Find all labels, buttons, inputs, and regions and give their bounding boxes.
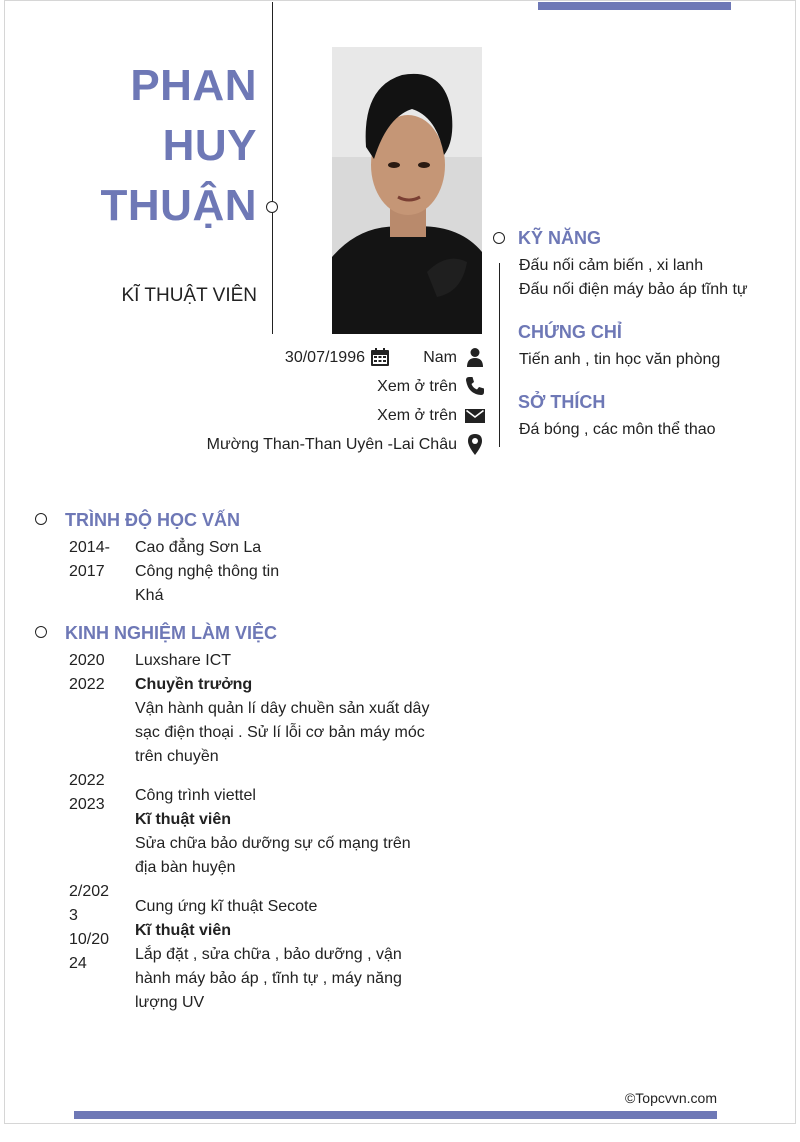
- job-role: Kĩ thuật viên: [135, 922, 232, 939]
- job-description: Sửa chữa bảo dưỡng sự cố mạng trên địa bàn huyện: [135, 835, 411, 876]
- date-line: 2022: [69, 772, 105, 789]
- date-line: 2023: [69, 796, 105, 813]
- skill-item: Đấu nối điện máy bảo áp tĩnh tự: [519, 281, 748, 298]
- job-entry: [135, 649, 435, 769]
- job-description: Lắp đặt , sửa chữa , bảo dưỡng , vận hành máy bảo áp , tĩnh tự , máy năng lượng UV: [135, 946, 402, 1011]
- certificates-text: Tiến anh , tin học văn phòng: [519, 351, 721, 368]
- date-line: 3: [69, 907, 78, 924]
- birthdate-text: 30/07/1996: [284, 349, 365, 366]
- job-company: Luxshare ICT: [135, 652, 232, 669]
- date-line: 2022: [69, 676, 105, 693]
- phone-icon: [465, 376, 485, 396]
- skills-marker-circle: [493, 232, 505, 244]
- education-heading: TRÌNH ĐỘ HỌC VẤN: [65, 510, 240, 530]
- email-text: Xem ở trên: [377, 407, 457, 424]
- job-company: Cung ứng kĩ thuật Secote: [135, 898, 318, 915]
- email-icon: [465, 406, 485, 426]
- job-entry: [135, 895, 435, 1015]
- name-marker-circle: [266, 201, 278, 213]
- gender-text: Nam: [423, 349, 457, 366]
- right-column-divider: [499, 263, 500, 447]
- education-marker-circle: [35, 513, 47, 525]
- location-icon: [465, 434, 485, 454]
- calendar-icon: [370, 347, 390, 367]
- education-grade: Khá: [135, 587, 164, 604]
- name-line-2: HUY: [162, 121, 257, 170]
- job-description: Vận hành quản lí dây chuền sản xuất dây sạc điện thoại . Sử lí lỗi cơ bản máy móc trên chuyền: [135, 700, 430, 765]
- name-line-3: THUẬN: [100, 181, 257, 230]
- timeline-divider: [272, 2, 273, 334]
- education-date: [69, 536, 110, 584]
- date-line: 2020: [69, 652, 105, 669]
- top-accent-bar: [538, 2, 731, 10]
- job-company: Công trình viettel: [135, 787, 256, 804]
- date-line: 2017: [69, 563, 105, 580]
- experience-marker-circle: [35, 626, 47, 638]
- date-line: 2/202: [69, 883, 110, 900]
- date-line: 24: [69, 955, 87, 972]
- certificates-heading: CHỨNG CHỈ: [518, 322, 622, 342]
- education-school: Cao đẳng Sơn La: [135, 539, 262, 556]
- date-line: 2014-: [69, 539, 110, 556]
- job-role: Kĩ thuật viên: [135, 811, 232, 828]
- experience-heading: KINH NGHIỆM LÀM VIỆC: [65, 623, 278, 643]
- copyright-footer: ©Topcvvn.com: [624, 1090, 717, 1106]
- job-date: [69, 649, 105, 697]
- name-line-1: PHAN: [130, 61, 257, 110]
- skills-heading: KỸ NĂNG: [518, 228, 602, 248]
- job-title: KĨ THUẬT VIÊN: [121, 285, 257, 306]
- hobbies-heading: SỞ THÍCH: [518, 392, 606, 412]
- bottom-accent-bar: [74, 1111, 717, 1119]
- job-role: Chuyền trưởng: [135, 676, 253, 693]
- education-details: [135, 536, 435, 608]
- phone-text: Xem ở trên: [377, 378, 457, 395]
- person-icon: [465, 347, 485, 367]
- address-text: Mường Than-Than Uyên -Lai Châu: [206, 436, 457, 453]
- skill-item: Đấu nối cảm biến , xi lanh: [519, 257, 704, 274]
- date-line: 10/20: [69, 931, 110, 948]
- job-date: [69, 880, 109, 976]
- job-entry: [135, 784, 435, 880]
- education-major: Công nghệ thông tin: [135, 563, 280, 580]
- hobbies-text: Đá bóng , các môn thể thao: [519, 421, 716, 438]
- job-date: [69, 769, 105, 817]
- profile-photo: [332, 47, 482, 334]
